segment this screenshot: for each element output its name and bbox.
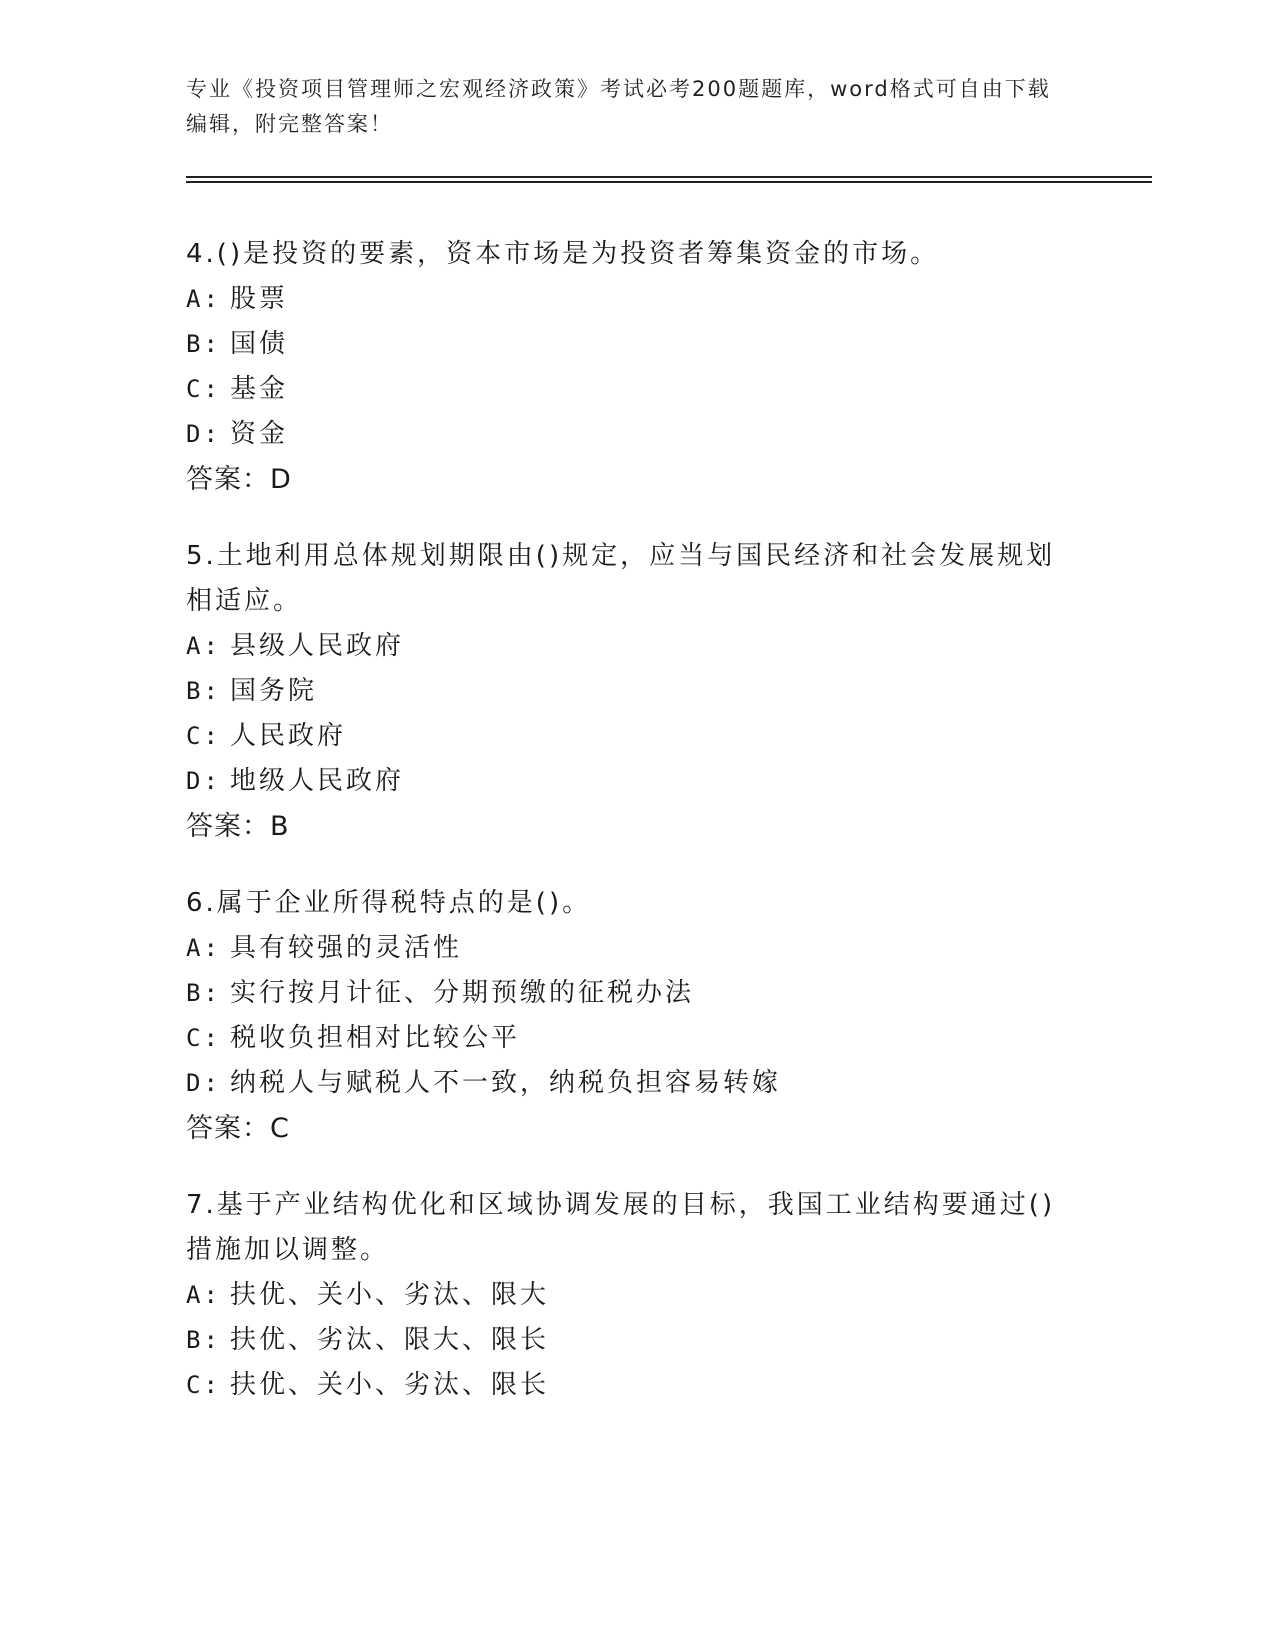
option-letter: D: [186,420,221,448]
option-letter: C: [186,375,221,403]
option-text: 具有较强的灵活性 [230,933,463,963]
option-letter: C: [186,722,221,750]
option-text: 扶优、关小、劣汰、限长 [230,1370,550,1400]
option-letter: D: [186,1069,221,1097]
option-a [186,1273,1066,1318]
option-d [186,1061,1066,1106]
option-c [186,714,1066,759]
option-c [186,1016,1066,1061]
option-text: 实行按月计征、分期预缴的征税办法 [230,978,695,1008]
option-c [186,1363,1066,1408]
option-b [186,1318,1066,1363]
option-letter: B: [186,330,221,358]
option-letter: B: [186,979,221,1007]
option-letter: A: [186,285,221,313]
option-text: 人民政府 [230,721,347,751]
answer-line: 答案：C [186,1113,290,1144]
option-text: 地级人民政府 [230,766,405,796]
document-header [186,72,1066,142]
option-a [186,277,1066,322]
option-a [186,624,1066,669]
option-d [186,759,1066,804]
option-d [186,412,1066,457]
question-6 [186,881,1066,1151]
question-stem: 6.属于企业所得税特点的是()。 [186,888,592,918]
question-7 [186,1183,1066,1408]
option-text: 国债 [230,329,289,359]
option-text: 扶优、关小、劣汰、限大 [230,1280,550,1310]
question-list [186,232,1066,1440]
option-text: 国务院 [230,676,318,706]
option-letter: B: [186,1326,221,1354]
option-b [186,322,1066,367]
option-text: 基金 [230,374,289,404]
question-5 [186,534,1066,849]
option-b [186,669,1066,714]
answer-line: 答案：B [186,811,290,842]
question-stem: 7.基于产业结构优化和区域协调发展的目标，我国工业结构要通过()措施加以调整。 [186,1190,1056,1265]
option-letter: C: [186,1024,221,1052]
option-a [186,926,1066,971]
option-letter: B: [186,677,221,705]
question-stem: 5.土地利用总体规划期限由()规定，应当与国民经济和社会发展规划相适应。 [186,541,1056,616]
option-letter: D: [186,767,221,795]
option-letter: A: [186,934,221,962]
option-text: 资金 [230,419,289,449]
option-letter: A: [186,1281,221,1309]
option-letter: A: [186,632,221,660]
option-text: 股票 [230,284,289,314]
question-4 [186,232,1066,502]
option-b [186,971,1066,1016]
answer-line: 答案：D [186,464,292,495]
header-divider-top [186,176,1152,178]
option-text: 税收负担相对比较公平 [230,1023,521,1053]
question-stem: 4.()是投资的要素，资本市场是为投资者筹集资金的市场。 [186,239,940,269]
header-divider-bottom [186,181,1152,183]
option-text: 扶优、劣汰、限大、限长 [230,1325,550,1355]
option-text: 纳税人与赋税人不一致，纳税负担容易转嫁 [230,1068,782,1098]
option-c [186,367,1066,412]
option-text: 县级人民政府 [230,631,405,661]
option-letter: C: [186,1371,221,1399]
header-text: 专业《投资项目管理师之宏观经济政策》考试必考200题题库，word格式可自由下载编辑，附完整答案！ [186,77,1051,136]
